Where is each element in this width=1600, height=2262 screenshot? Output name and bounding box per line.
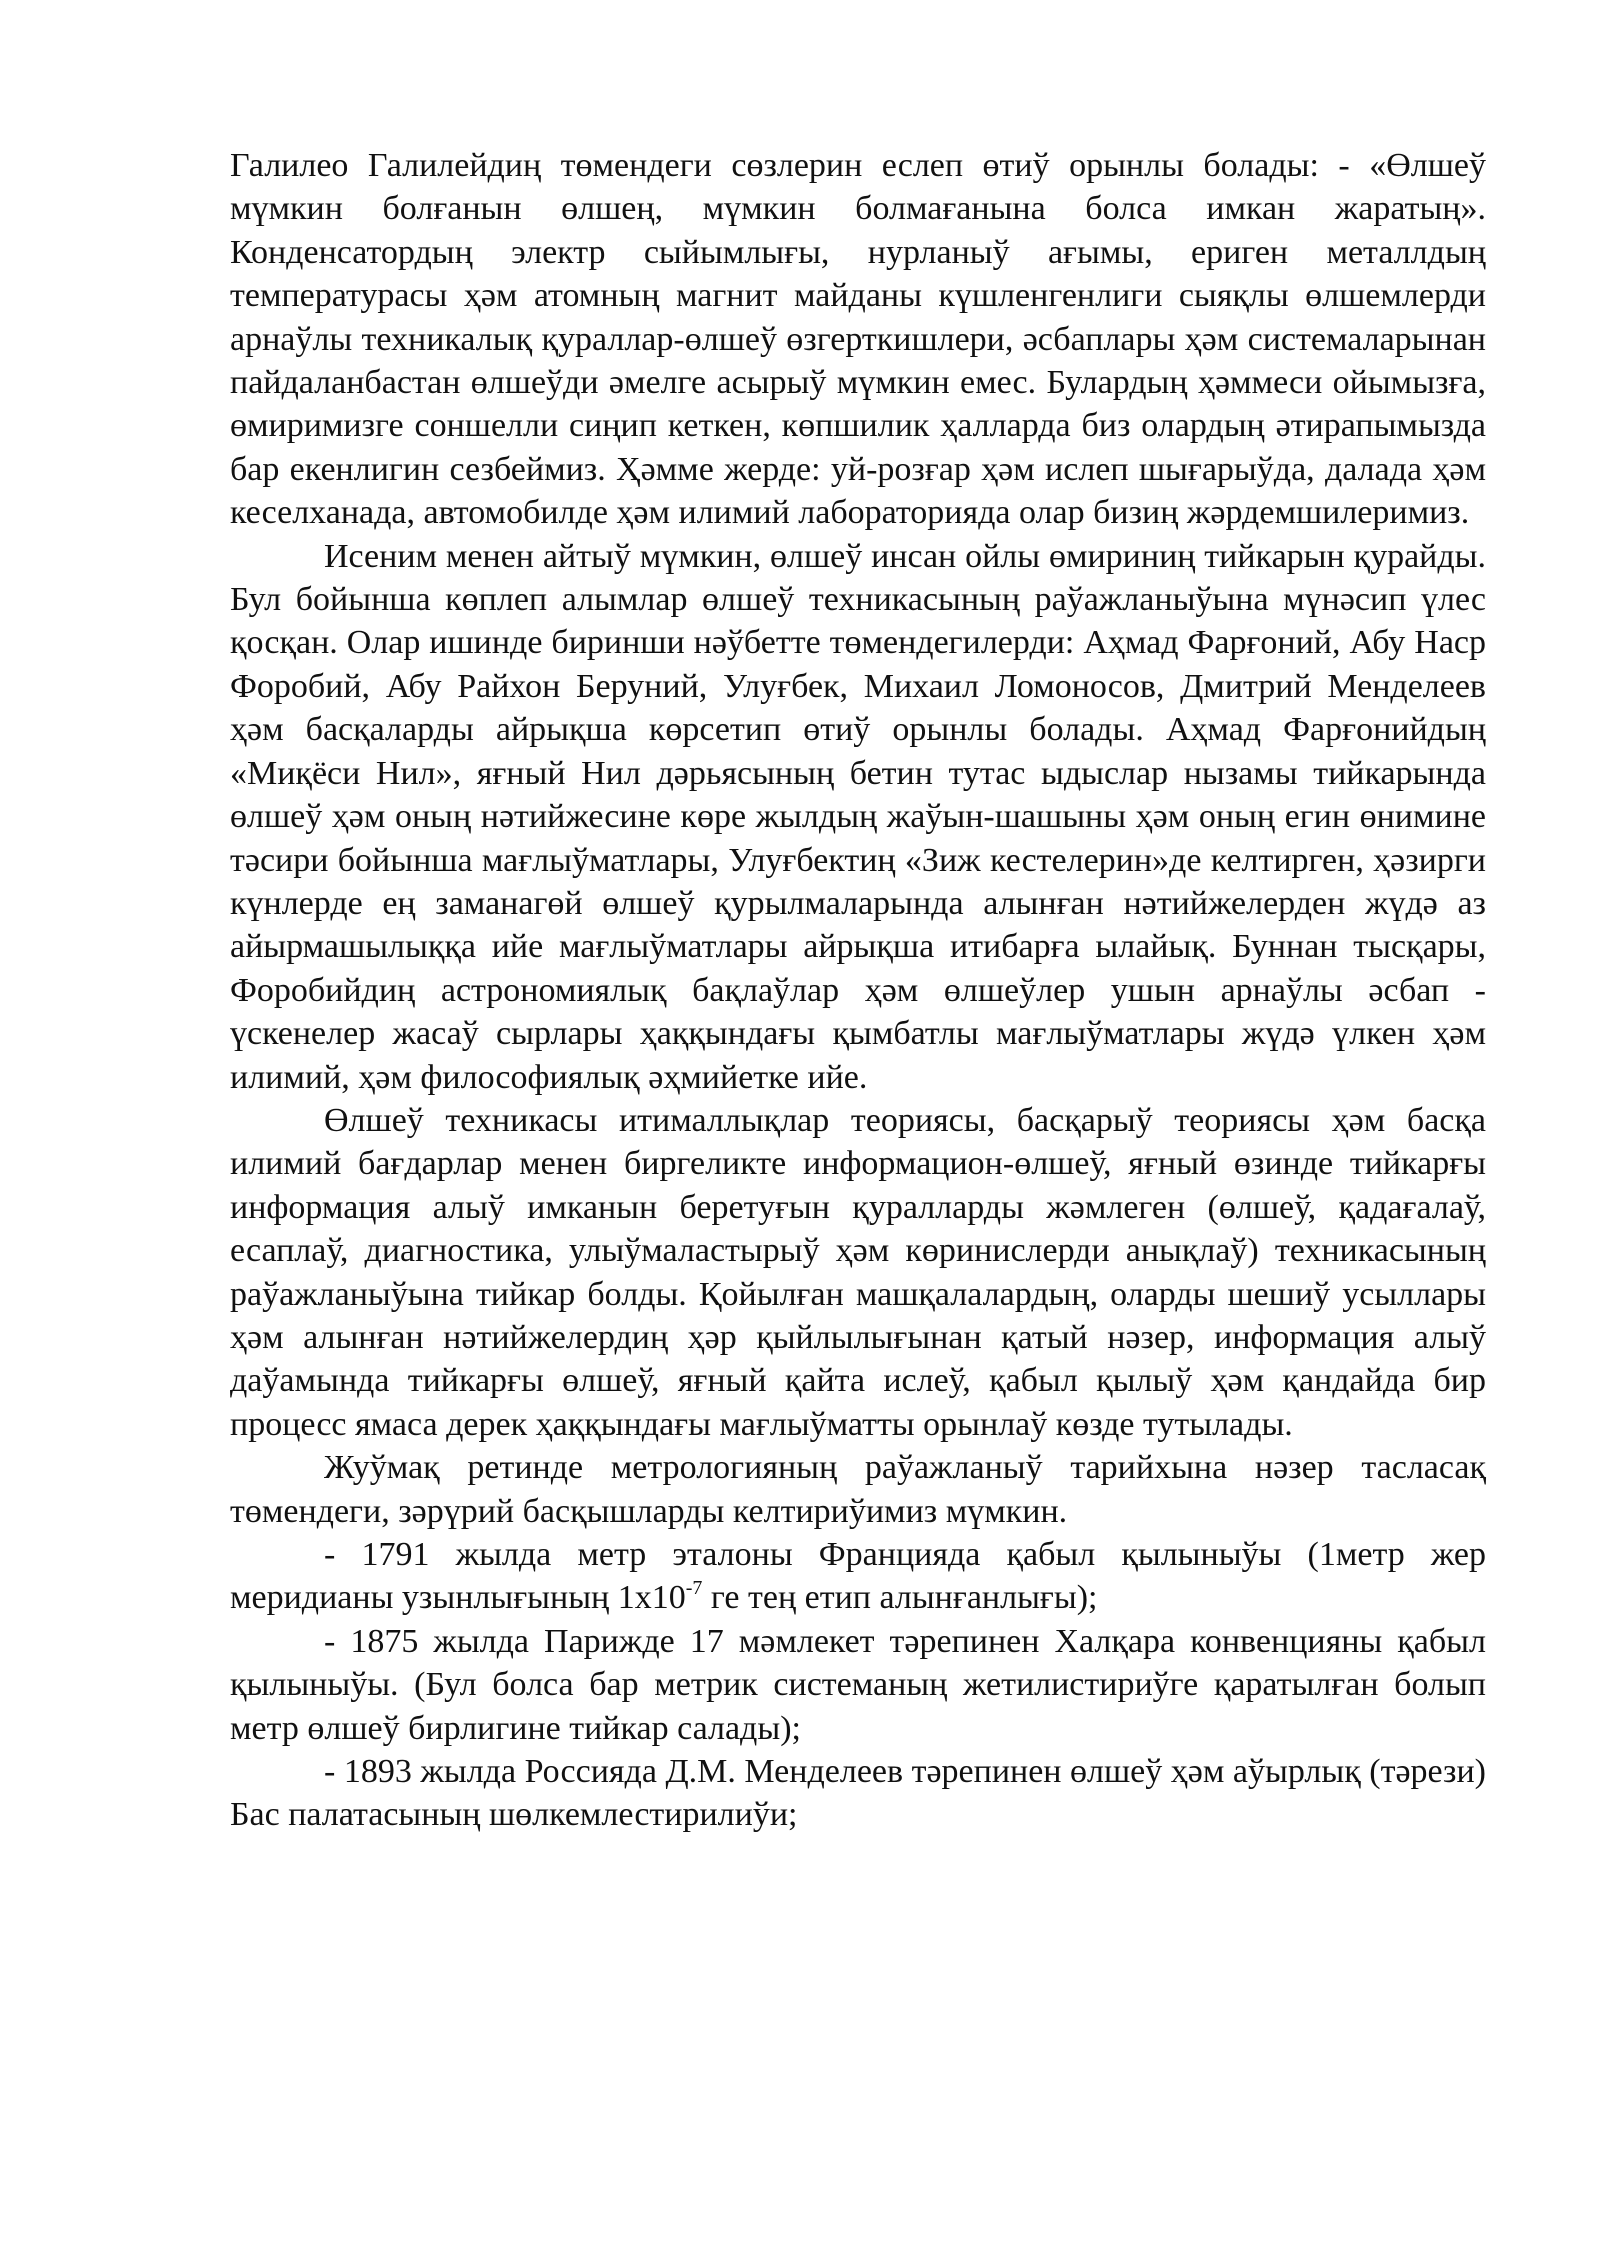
paragraph-1: Галилео Галилейдиң төмендеги сөзлерин еслеп өтиў орынлы болады: - «Өлшеў мүмкин болғанын өлшең, мүмкин болмағанына болса имкан жаратың». Конденсатордың электр сыйымлығы, нурланыў ағымы, ериген металлдың температурасы ҳәм атомның магнит майданы күшленгенлиги сыяқлы өлшемлерди арнаўлы техникалық қураллар-өлшеў өзгерткишлери, әсбаплары ҳәм системаларынан пайдаланбастан өлшеўди әмелге асырыў мүмкин емес. Булардың ҳәммеси ойымызға, өмиримизге соншелли сиңип кеткен, көпшилик ҳалларда биз олардың әтирапымызда бар екенлигин сезбеймиз. Ҳәмме жерде: уй-розғар ҳәм ислеп шығарыўда, далада ҳәм кеселханада, автомобилде ҳәм илимий лабораторияда олар бизиң жәрдемшилеримиз. (230, 147, 1486, 532)
list-item-text: - 1791 жылда метр эталоны Францияда қабыл қылыныўы (1метр жер меридианы узынлығының 1х10 (230, 1536, 1486, 1617)
paragraph-4: Жуўмақ ретинде метрологияның раўажланыў тарийхына нәзер тасласақ төмендеги, зәрүрий басқышларды келтириўимиз мүмкин. (230, 1449, 1486, 1530)
document-body (230, 144, 1486, 1837)
list-item-1875: - 1875 жылда Парижде 17 мәмлекет тәрепинен Халқара конвенцияны қабыл қылыныўы. (Бул болса бар метрик системаның жетилистириўге қаратылған болып метр өлшеў бирлигине тийкар салады); (230, 1622, 1486, 1747)
paragraph-2: Исеним менен айтыў мүмкин, өлшеў инсан ойлы өмириниң тийкарын қурайды. Бул бойынша көплеп алымлар өлшеў техникасының раўажланыўына мүнәсип үлес қосқан. Олар ишинде биринши нәўбетте төмендегилерди: Аҳмад Фарғоний, Абу Наср Форобий, Абу Райхон Беруний, Улуғбек, Михаил Ломоносов, Дмитрий Менделеев ҳәм басқаларды айрықша көрсетип өтиў орынлы болады. Аҳмад Фарғонийдың «Миқёси Нил», яғный Нил дәрьясының бетин тутас ыдыслар нызамы тийкарында өлшеў ҳәм оның нәтийжесине көре жылдың жаўын-шашыны ҳәм оның егин өнимине тәсири бойынша мағлыўматлары, Улуғбектиң «Зиж кестелерин»де келтирген, ҳәзирги күнлерде ең заманагөй өлшеў қурылмаларында алынған нәтийжелерден жүдә аз айырмашылыққа ийе мағлыўматлары айрықша итибарға ылайық. Буннан тысқары, Форобийдиң астрономиялық бақлаўлар ҳәм өлшеўлер ушын арнаўлы әсбап - үскенелер жасаў сырлары ҳаққындағы қымбатлы мағлыўматлары жүдә үлкен ҳәм илимий, ҳәм философиялық әҳмийетке ийе. (230, 537, 1486, 1096)
list-item-text: ге тең етип алынғанлығы); (702, 1579, 1098, 1617)
list-item-1893: - 1893 жылда Россияда Д.М. Менделеев тәрепинен өлшеў ҳәм аўырлық (тәрези) Бас палатасының шөлкемлестирилиўи; (230, 1753, 1486, 1834)
paragraph-3: Өлшеў техникасы итималлықлар теориясы, басқарыў теориясы ҳәм басқа илимий бағдарлар менен биргеликте информацион-өлшеў, яғный өзинде тийкарғы информация алыў имканын беретуғын қуралларды жәмлеген (өлшеў, қадағалаў, есаплаў, диагностика, улыўмаластырыў ҳәм көринислерди анықлаў) техникасының раўажланыўына тийкар болды. Қойылған машқалалардың, оларды шешиў усыллары ҳәм алынған нәтийжелердиң ҳәр қыйлылығынан қатый нәзер, информация алыў даўамында тийкарғы өлшеў, яғный қайта ислеў, қабыл қылыў ҳәм қандайда бир процесс ямаса дерек ҳаққындағы мағлыўматты орынлаў көзде тутылады. (230, 1101, 1486, 1443)
list-item-1791 (230, 1533, 1486, 1620)
exponent: -7 (685, 1577, 703, 1600)
